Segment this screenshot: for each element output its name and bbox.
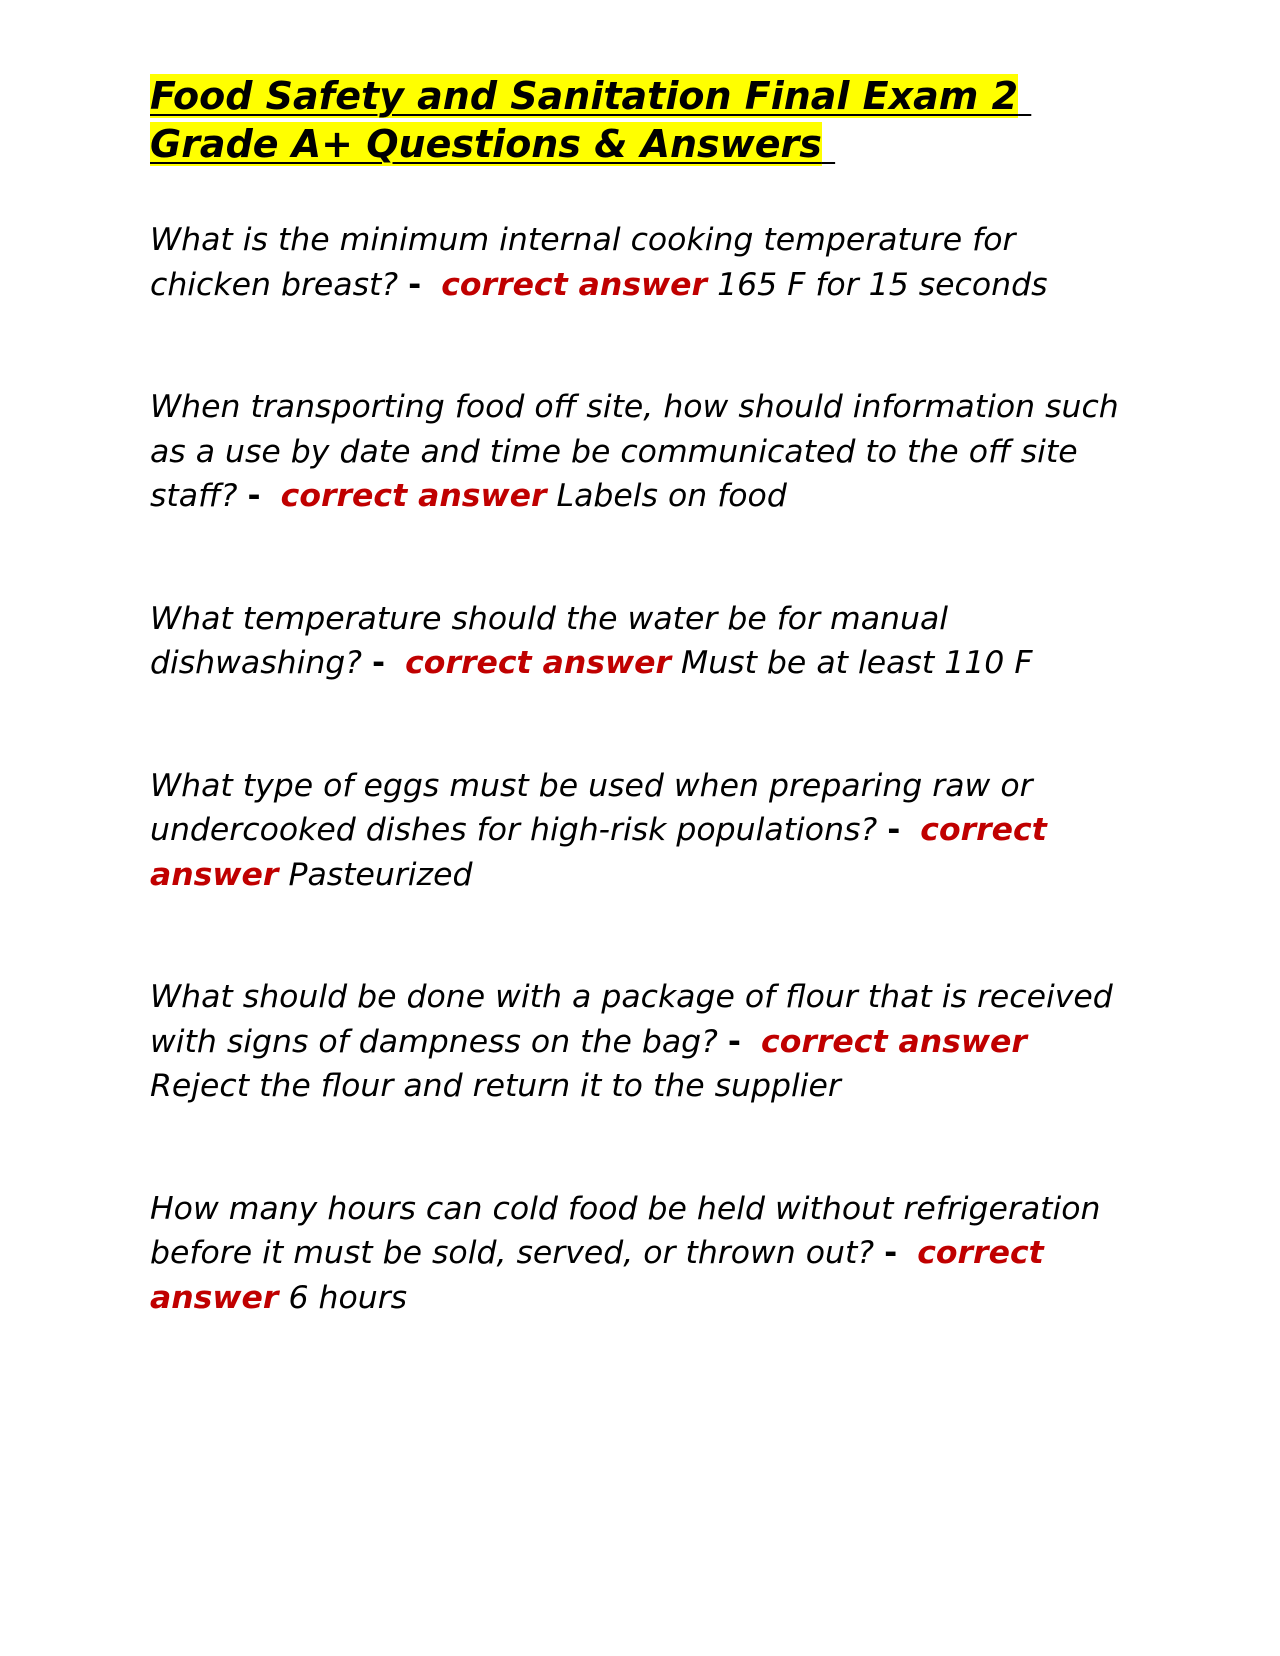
- correct-answer-label: correct answer: [150, 812, 1047, 893]
- qa-item-5: [150, 975, 1130, 1109]
- qa-item-6: [150, 1187, 1130, 1321]
- question-text: What should be done with a package of flour that is received with signs of dampness on the bag?: [150, 979, 1113, 1060]
- question-text: What temperature should the water be for manual dishwashing?: [150, 600, 949, 681]
- correct-answer-label: correct answer: [441, 266, 708, 303]
- answer-marker: -: [887, 812, 901, 848]
- answer-marker: -: [727, 1023, 741, 1060]
- document-page: [150, 72, 1130, 1320]
- answer-text: 6 hours: [288, 1279, 408, 1316]
- question-text: What is the minimum internal cooking temperature for chicken breast?: [150, 222, 1016, 303]
- answer-marker: -: [884, 1235, 898, 1271]
- answer-text: 165 F for 15 seconds: [717, 266, 1048, 303]
- qa-item-1: [150, 218, 1130, 307]
- question-text: When transporting food off site, how should information such as a use by date and time be communicated to the off site staff?: [150, 389, 1119, 514]
- question-text: How many hours can cold food be held without refrigeration before it must be sold, served, or thrown out?: [150, 1190, 1101, 1271]
- answer-text: Reject the flour and return it to the supplier: [150, 1068, 841, 1104]
- answer-text: Must be at least 110 F: [681, 645, 1033, 681]
- correct-answer-label: correct answer: [405, 645, 671, 681]
- answer-marker: -: [372, 645, 386, 681]
- answer-marker: -: [247, 478, 261, 514]
- question-text: What type of eggs must be used when preparing raw or undercooked dishes for high-risk populations?: [150, 767, 1033, 848]
- correct-answer-label: correct answer: [280, 478, 547, 514]
- correct-answer-label: correct answer: [150, 1235, 1044, 1316]
- document-title: [150, 72, 1130, 168]
- qa-item-2: [150, 385, 1130, 519]
- correct-answer-label: correct answer: [761, 1023, 1027, 1060]
- qa-item-3: [150, 597, 1130, 686]
- qa-item-4: [150, 764, 1130, 898]
- title-line-2: Grade A+ Questions & Answers: [150, 122, 822, 166]
- answer-text: Pasteurized: [288, 856, 473, 893]
- title-line-1: Food Safety and Sanitation Final Exam 2: [150, 74, 1019, 118]
- answer-marker: -: [408, 266, 422, 303]
- answer-text: Labels on food: [556, 478, 787, 514]
